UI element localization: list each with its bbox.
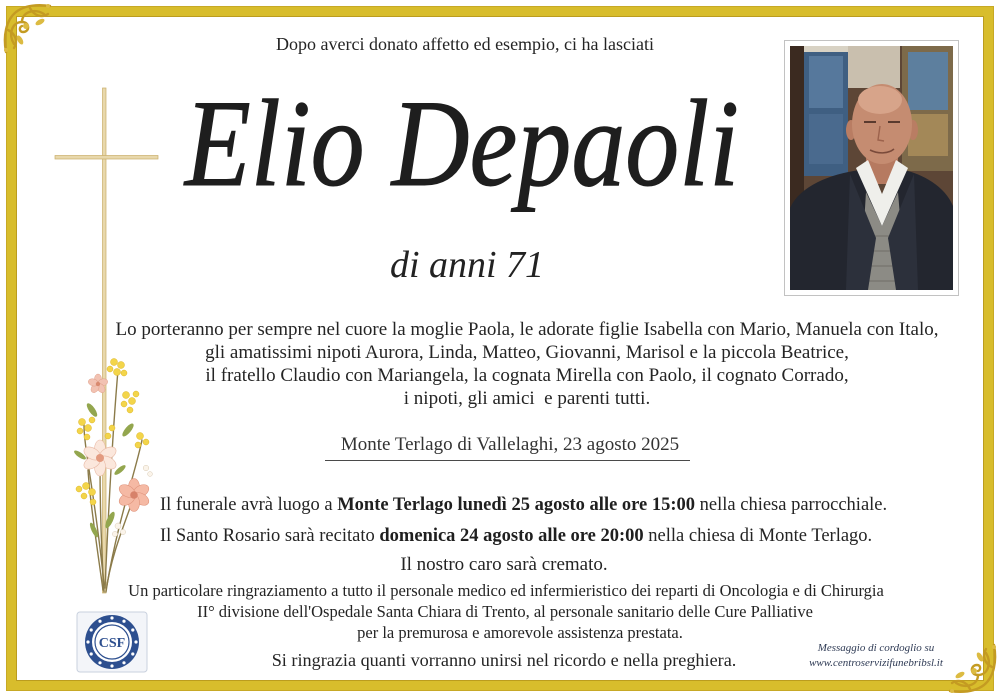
mourners-line: gli amatissimi nipoti Aurora, Linda, Matteo, Giovanni, Marisol e la piccola Beatrice, (205, 342, 849, 363)
intro-text: Dopo averci donato affetto ed esempio, ci ha lasciati (275, 34, 655, 54)
thanks-line: II° divisione dell'Ospedale Santa Chiara di Trento, al personale sanitario delle Cure Palliative (197, 602, 813, 621)
mourners-line: il fratello Claudio con Mariangela, la cognata Mirella con Paolo, il cognato Corrado, (205, 365, 849, 386)
deceased-age: di anni 71 (389, 244, 545, 286)
condolence-website: www.centroservizifunebribsl.it (809, 657, 943, 669)
thanks-line: per la premurosa e amorevole assistenza prestata. (357, 623, 683, 642)
mourners-line: Lo porteranno per sempre nel cuore la moglie Paola, le adorate figlie Isabella con Mario, Manuela con Italo, (115, 319, 939, 340)
logo-text: CSF (98, 636, 126, 651)
pink-flower (117, 479, 151, 512)
mourners-line: i nipoti, gli amici e parenti tutti. (403, 388, 651, 409)
place-date: Monte Terlago di Vallelaghi, 23 agosto 2025 (340, 434, 680, 455)
rosary-info (160, 525, 872, 547)
portrait-photo (790, 46, 953, 290)
funeral-location: nella chiesa parrocchiale. (695, 495, 888, 515)
cremation-note: Il nostro caro sarà cremato. (400, 554, 608, 575)
funeral-info (160, 494, 887, 516)
closing-text: Si ringrazia quanti vorranno unirsi nel ricordo e nella preghiera. (271, 650, 737, 670)
rosary-date-time: domenica 24 agosto alle ore 20:00 (379, 526, 644, 546)
funeral-text: Il funerale avrà luogo a (160, 495, 338, 515)
condolence-label: Messaggio di cordoglio su (817, 642, 935, 654)
rosary-location: nella chiesa di Monte Terlago. (643, 526, 873, 546)
place-date-underline (325, 460, 690, 461)
mourners-paragraph (77, 318, 977, 410)
deceased-name: Elio Depaoli (184, 75, 740, 212)
thanks-line: Un particolare ringraziamento a tutto il personale medico ed infermieristico dei reparti di Oncologia e di Chirurgia (128, 581, 884, 600)
funeral-date-time: Monte Terlago lunedì 25 agosto alle ore 15:00 (337, 495, 696, 515)
corner-ornament-icon (0, 0, 56, 58)
condolence-footer (796, 641, 956, 671)
rosary-text: Il Santo Rosario sarà recitato (160, 526, 380, 546)
csf-logo-icon (76, 611, 148, 673)
